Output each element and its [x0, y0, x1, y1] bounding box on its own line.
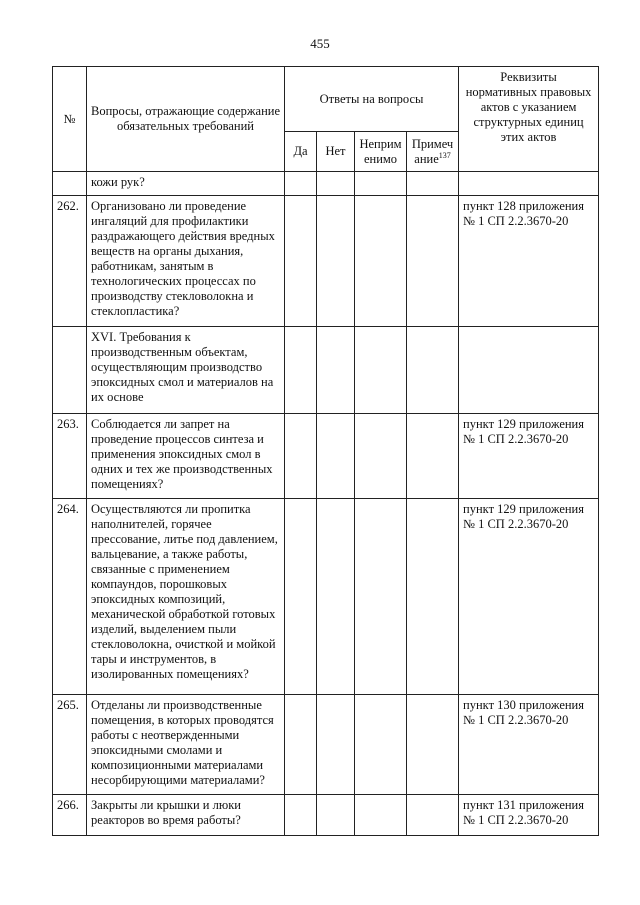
section-number-cell: [53, 327, 87, 414]
answer-note-cell: [407, 795, 459, 836]
table-row: [53, 414, 599, 499]
section-empty-cell: [407, 327, 459, 414]
section-empty-cell: [459, 327, 599, 414]
row-question: Соблюдается ли запрет на проведение процессов синтеза и применения эпоксидных смол в одних и тех же производственных помещениях?: [87, 414, 285, 499]
answer-na-cell: [355, 172, 407, 196]
row-reference: пункт 129 приложения № 1 СП 2.2.3670-20: [459, 499, 599, 695]
answer-no-cell: [317, 499, 355, 695]
row-number: 266.: [53, 795, 87, 836]
answer-na-cell: [355, 795, 407, 836]
table-row: [53, 695, 599, 795]
table-row: [53, 172, 599, 196]
answer-na-cell: [355, 499, 407, 695]
section-empty-cell: [317, 327, 355, 414]
row-number: 263.: [53, 414, 87, 499]
table-row: [53, 795, 599, 836]
answer-no-cell: [317, 695, 355, 795]
row-number: 265.: [53, 695, 87, 795]
page-number: 455: [310, 36, 330, 51]
row-number: 264.: [53, 499, 87, 695]
answer-no-cell: [317, 795, 355, 836]
header-answers: Ответы на вопросы: [285, 67, 459, 132]
header-no: Нет: [317, 132, 355, 172]
checklist-table: [52, 66, 599, 836]
answer-na-cell: [355, 695, 407, 795]
row-reference: пункт 131 приложения № 1 СП 2.2.3670-20: [459, 795, 599, 836]
section-empty-cell: [285, 327, 317, 414]
answer-yes-cell: [285, 499, 317, 695]
answer-note-cell: [407, 196, 459, 327]
header-note-footnote: 137: [438, 150, 451, 160]
row-reference: [459, 172, 599, 196]
row-question: Организовано ли проведение ингаляций для профилактики раздражающего действия вредных веществ на органы дыхания, работникам, занятым в технологических процессах по производству стекловолокна и стеклопластика?: [87, 196, 285, 327]
header-note-text: Примеч ание: [411, 136, 454, 166]
answer-yes-cell: [285, 196, 317, 327]
header-question: Вопросы, отражающие содержание обязательных требований: [87, 67, 285, 172]
header-not-applicable: Неприм енимо: [355, 132, 407, 172]
answer-na-cell: [355, 196, 407, 327]
answer-no-cell: [317, 196, 355, 327]
row-number: 262.: [53, 196, 87, 327]
table-row: [53, 196, 599, 327]
table-row: [53, 499, 599, 695]
section-empty-cell: [355, 327, 407, 414]
row-reference: пункт 130 приложения № 1 СП 2.2.3670-20: [459, 695, 599, 795]
row-question: Закрыты ли крышки и люки реакторов во время работы?: [87, 795, 285, 836]
header-reference: Реквизиты нормативных правовых актов с указанием структурных единиц этих актов: [459, 67, 599, 172]
answer-yes-cell: [285, 414, 317, 499]
answer-yes-cell: [285, 172, 317, 196]
answer-yes-cell: [285, 695, 317, 795]
section-heading: XVI. Требования к производственным объектам, осуществляющим производство эпоксидных смол и материалов на их основе: [87, 327, 285, 414]
row-number: [53, 172, 87, 196]
row-question: Отделаны ли производственные помещения, в которых проводятся работы с неотвержденными эпоксидными смолами и композиционными материалами несорбирующими материалами?: [87, 695, 285, 795]
row-reference: пункт 129 приложения № 1 СП 2.2.3670-20: [459, 414, 599, 499]
row-reference: пункт 128 приложения № 1 СП 2.2.3670-20: [459, 196, 599, 327]
header-row: [53, 67, 599, 132]
answer-note-cell: [407, 172, 459, 196]
answer-no-cell: [317, 172, 355, 196]
answer-no-cell: [317, 414, 355, 499]
answer-note-cell: [407, 499, 459, 695]
header-number: №: [53, 67, 87, 172]
answer-note-cell: [407, 414, 459, 499]
answer-note-cell: [407, 695, 459, 795]
row-question: кожи рук?: [87, 172, 285, 196]
header-note: [407, 132, 459, 172]
answer-na-cell: [355, 414, 407, 499]
answer-yes-cell: [285, 795, 317, 836]
header-yes: Да: [285, 132, 317, 172]
row-question: Осуществляются ли пропитка наполнителей, горячее прессование, литье под давлением, вальцевание, а также работы, связанные с применением компаундов, порошковых эпоксидных композиций, механической обработкой готовых изделий, выделением пыли стекловолокна, очисткой и мойкой тары и инструментов, в изолированных помещениях?: [87, 499, 285, 695]
section-row: [53, 327, 599, 414]
